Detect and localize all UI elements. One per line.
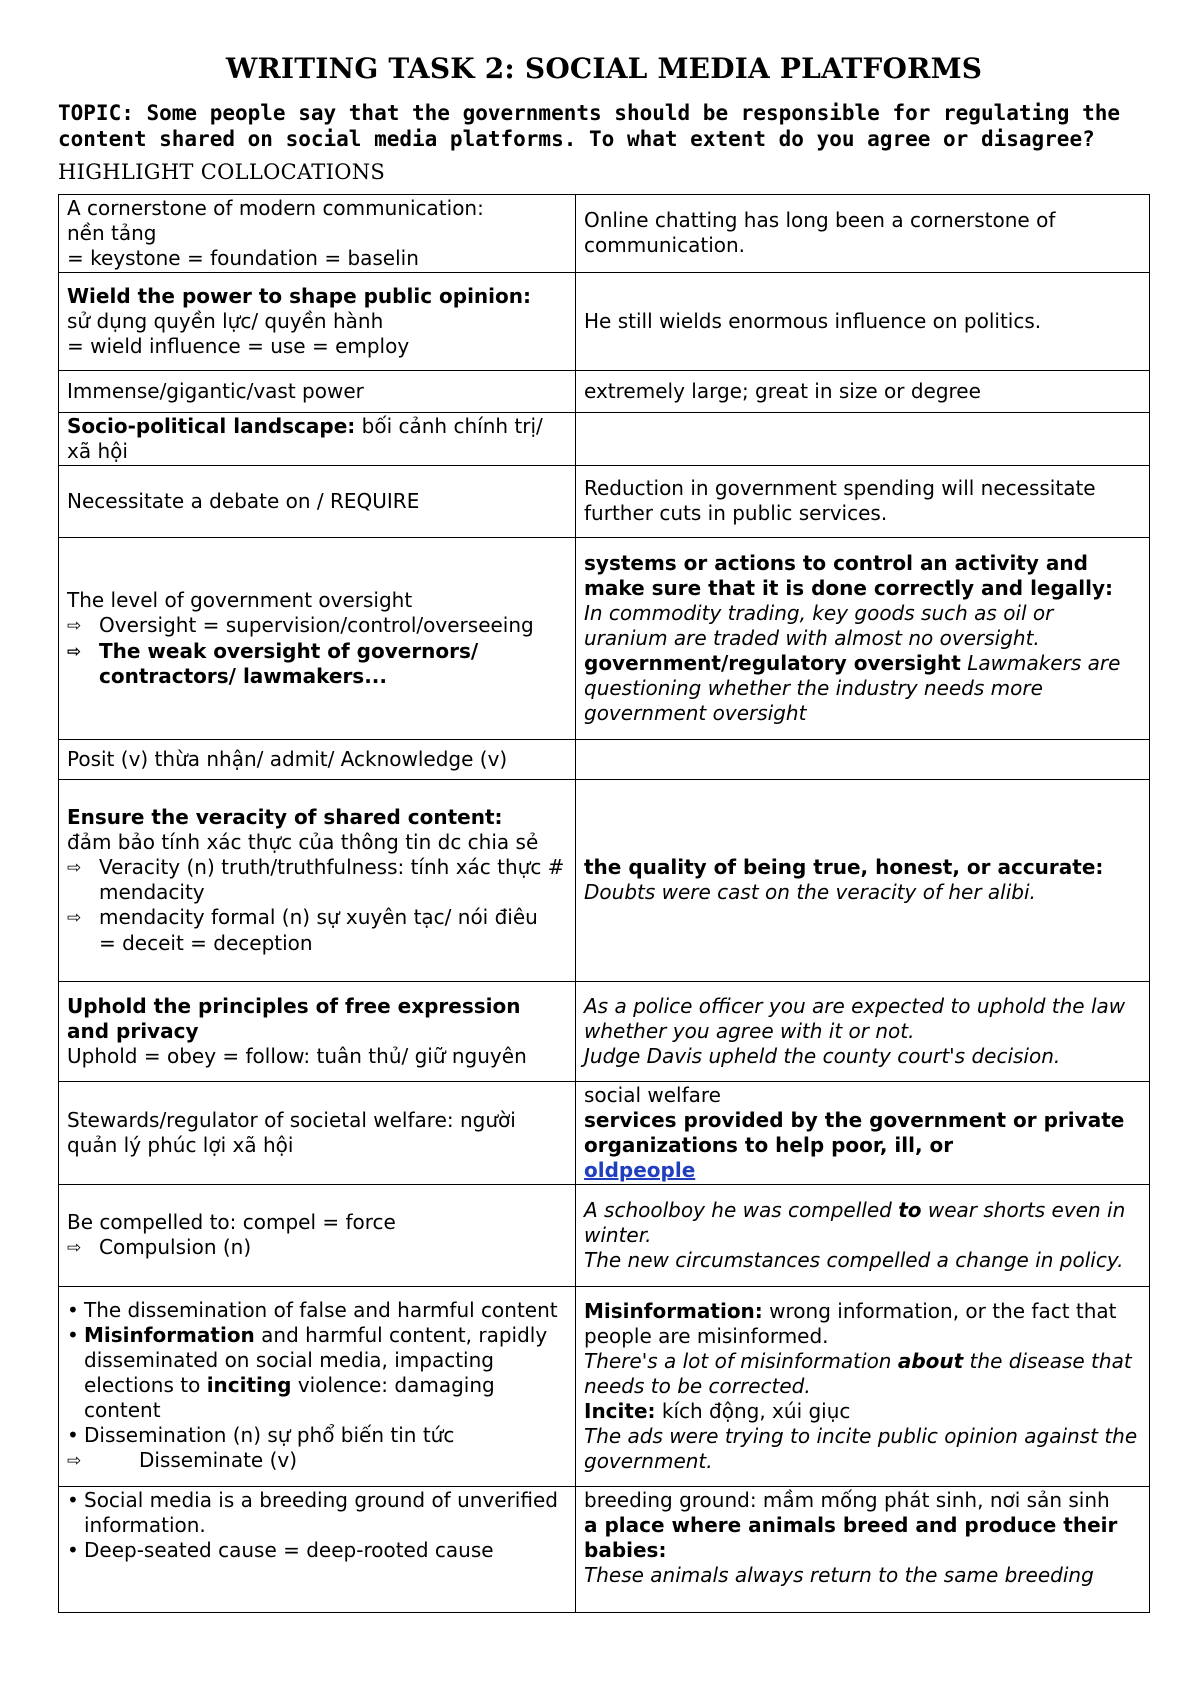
term-cell [59, 412, 576, 465]
definition-text [584, 1399, 1141, 1424]
list-item-text: The dissemination of false and harmful content [84, 1298, 558, 1323]
table-row [59, 1081, 1150, 1184]
synonyms-text: = wield influence = use = employ [67, 333, 410, 358]
empty-cell [576, 412, 1150, 465]
arrow-list-item [67, 1235, 567, 1261]
table-row [59, 370, 1150, 412]
definition-text: systems or actions to control an activity and make sure that it is done correctly and legally: [584, 550, 1114, 600]
definition-text [584, 1299, 1141, 1349]
example-text: These animals always return to the same breeding [584, 1562, 1094, 1587]
term-text: Be compelled to: compel = force [67, 1209, 396, 1234]
arrow-list-item [67, 1448, 567, 1474]
table-row [59, 739, 1150, 779]
bullet-list-item [67, 1298, 567, 1323]
example-cell [576, 194, 1150, 272]
term-text: Immense/gigantic/vast power [67, 378, 364, 403]
text-part: kích động, xúi giục [655, 1398, 851, 1423]
bullet-list-item [67, 1538, 567, 1563]
list-item-text: Social media is a breeding ground of unverified information. [84, 1487, 558, 1537]
list-item-text: Deep-seated cause = deep-rooted cause [84, 1537, 494, 1562]
example-text: The ads were trying to incite public opinion against the government. [584, 1423, 1138, 1473]
example-text: In commodity trading, key goods such as oil or uranium are traded with almost no oversight. [584, 600, 1054, 650]
arrow-list-item [67, 613, 567, 639]
term-bold: inciting [206, 1373, 292, 1398]
term-cell [59, 272, 576, 370]
bullet-dot-icon: • [67, 1298, 79, 1323]
arrow-list-item [67, 639, 567, 689]
example-cell [576, 1184, 1150, 1286]
meaning-text: nền tảng [67, 220, 157, 245]
table-row [59, 1486, 1150, 1612]
example-text [584, 651, 1141, 726]
example-text [584, 1349, 1141, 1399]
term-bold: Misinformation [84, 1323, 255, 1348]
example-part: wear shorts even in winter. [584, 1197, 1126, 1247]
example-text: The new circumstances compelled a change in policy. [584, 1247, 1124, 1272]
table-row [59, 1184, 1150, 1286]
example-cell [576, 465, 1150, 537]
term-cell [59, 1486, 576, 1612]
meaning-text: sử dụng quyền lực/ quyền hành [67, 308, 384, 333]
definition-cell [576, 779, 1150, 981]
right-arrow-outline-icon: ⇨ [67, 615, 82, 636]
list-item-text: Veracity (n) truth/truthfulness: tính xác thực # mendacity [99, 854, 565, 904]
term-text: The level of government oversight [67, 587, 413, 612]
example-part: There's a lot of misinformation [584, 1348, 898, 1373]
table-row [59, 779, 1150, 981]
text-part: violence: damaging content [84, 1373, 495, 1423]
term-cell [59, 739, 576, 779]
term-bold: Socio-political landscape: [67, 413, 356, 438]
section-heading: HIGHLIGHT COLLOCATIONS [58, 159, 386, 184]
term-cell [59, 1184, 576, 1286]
phrase-bold: government/regulatory oversight [584, 650, 961, 675]
page-title: WRITING TASK 2: SOCIAL MEDIA PLATFORMS [225, 52, 983, 85]
term-text: A cornerstone of modern communication: [67, 195, 484, 220]
arrow-list-item [67, 905, 567, 931]
arrow-list-item [67, 855, 567, 905]
example-text [584, 1198, 1141, 1248]
synonyms-text: = keystone = foundation = baselin [67, 245, 419, 270]
example-text: Online chatting has long been a cornerstone of communication. [584, 208, 1056, 258]
definition-cell [576, 1081, 1150, 1184]
meaning-text: đảm bảo tính xác thực của thông tin dc chia sẻ [67, 829, 539, 854]
term-text: Uphold the principles of free expression and privacy [67, 993, 521, 1043]
meaning-text: Uphold = obey = follow: tuân thủ/ giữ nguyên [67, 1043, 527, 1068]
right-arrow-outline-icon: ⇨ [67, 1237, 82, 1258]
definition-link-line [584, 1158, 1141, 1183]
term-cell [59, 370, 576, 412]
empty-cell [576, 739, 1150, 779]
list-item-text: The weak oversight of governors/ contractors/ lawmakers... [99, 638, 479, 688]
list-item-text: mendacity formal (n) sự xuyên tạc/ nói điêu [99, 904, 538, 929]
definition-cell [576, 1286, 1150, 1486]
bullet-list-item [67, 1423, 567, 1448]
term-text [67, 414, 567, 464]
collocation-table [58, 194, 1150, 1613]
example-part: A schoolboy he was compelled [584, 1197, 899, 1222]
text-part: and harmful content, rapidly disseminated on social media, impacting elections to [84, 1323, 548, 1398]
bullet-list-item [67, 1323, 567, 1423]
term-bold: Incite: [584, 1398, 656, 1423]
example-bold: about [897, 1348, 964, 1373]
term-cell [59, 981, 576, 1081]
bullet-dot-icon: • [67, 1537, 79, 1562]
definition-text: services provided by the government or private organizations to help poor, ill, or [584, 1107, 1125, 1157]
term-cell [59, 1286, 576, 1486]
definition-text: the quality of being true, honest, or accurate: [584, 855, 1104, 880]
term-cell [59, 537, 576, 739]
table-row [59, 412, 1150, 465]
right-arrow-outline-icon: ⇨ [67, 1451, 82, 1472]
example-cell [576, 272, 1150, 370]
term-cell [59, 465, 576, 537]
list-item-text: Compulsion (n) [99, 1234, 252, 1259]
example-text: Judge Davis upheld the county court's decision. [584, 1043, 1061, 1068]
term-text: Posit (v) thừa nhận/ admit/ Acknowledge (v) [67, 746, 508, 771]
bullet-list-item [67, 1488, 567, 1538]
example-bold: to [898, 1197, 922, 1222]
example-part: the disease that needs to be corrected. [584, 1348, 1132, 1398]
table-row [59, 194, 1150, 272]
table-row [59, 537, 1150, 739]
term-bold: Misinformation: [584, 1298, 763, 1323]
list-item-text: Oversight = supervision/control/overseeing [99, 612, 534, 637]
table-row [59, 272, 1150, 370]
bullet-dot-icon: • [67, 1487, 79, 1512]
example-text: Doubts were cast on the veracity of her alibi. [584, 880, 1036, 905]
old-people-link[interactable]: oldpeople [584, 1157, 696, 1182]
example-italic: Lawmakers are questioning whether the industry needs more government oversight [584, 650, 1121, 725]
table-row [59, 1286, 1150, 1486]
term-text: Wield the power to shape public opinion: [67, 283, 531, 308]
definition-cell [576, 370, 1150, 412]
meaning-text: bối cảnh chính trị/ xã hội [67, 413, 543, 463]
right-arrow-outline-icon: ⇨ [67, 857, 82, 878]
example-text: Reduction in government spending will necessitate further cuts in public services. [584, 476, 1096, 526]
table-row [59, 981, 1150, 1081]
definition-text: extremely large; great in size or degree [584, 378, 981, 403]
definition-text: a place where animals breed and produce their babies: [584, 1512, 1118, 1562]
definition-cell [576, 1486, 1150, 1612]
term-cell [59, 779, 576, 981]
example-text: As a police officer you are expected to uphold the law whether you agree with it or not. [584, 993, 1126, 1043]
term-text: Necessitate a debate on / REQUIRE [67, 488, 420, 513]
term-cell [59, 1081, 576, 1184]
phrase-text: social welfare [584, 1082, 721, 1107]
bullet-dot-icon: • [67, 1423, 79, 1448]
document-page [58, 52, 1150, 1613]
term-cell [59, 194, 576, 272]
bullet-dot-icon: • [67, 1323, 79, 1348]
topic-text: TOPIC: Some people say that the governments should be responsible for regulating the content shared on social media platforms. To what extent do you agree or disagree? [58, 100, 1121, 151]
example-cell [576, 981, 1150, 1081]
term-text: Ensure the veracity of shared content: [67, 804, 503, 829]
phrase-text: breeding ground: mầm mống phát sinh, nơi sản sinh [584, 1487, 1110, 1512]
list-item-text [84, 1323, 567, 1423]
list-item-text: Disseminate (v) [139, 1448, 298, 1473]
term-text: Stewards/regulator of societal welfare: người quản lý phúc lợi xã hội [67, 1107, 516, 1157]
table-row [59, 465, 1150, 537]
example-text: He still wields enormous influence on politics. [584, 308, 1042, 333]
right-arrow-outline-icon: ⇨ [67, 907, 82, 928]
right-arrow-outline-icon: ⇨ [67, 641, 82, 662]
synonyms-text: = deceit = deception [99, 930, 313, 955]
definition-cell [576, 537, 1150, 739]
list-item-text: Dissemination (n) sự phổ biến tin tức [84, 1423, 455, 1448]
text-part: wrong information, or the fact that people are misinformed. [584, 1298, 1117, 1348]
